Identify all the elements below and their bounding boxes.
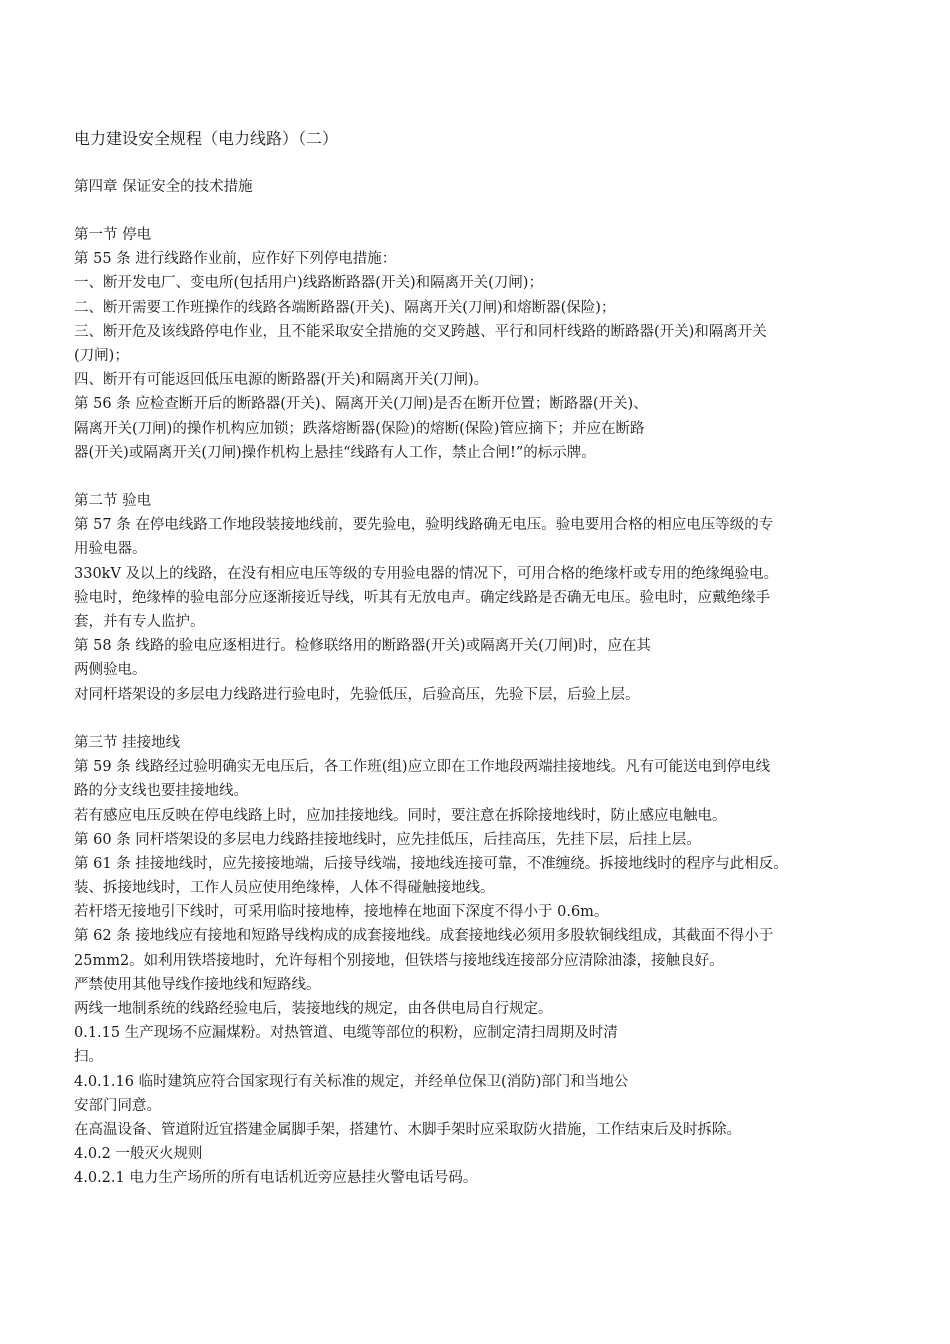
- section-heading: 第一节 停电: [74, 227, 152, 243]
- section-heading: 第二节 验电: [74, 493, 152, 510]
- paragraph-line: 一、断开发电厂、变电所(包括用户)线路断路器(开关)和隔离开关(刀闸)；: [74, 275, 543, 292]
- paragraph-line: 两线一地制系统的线路经验电后，装接地线的规定，由各供电局自行规定。: [74, 1001, 553, 1017]
- paragraph-line: 二、断开需要工作班操作的线路各端断路器(开关)、隔离开关(刀闸)和熔断器(保险)；: [74, 299, 616, 316]
- paragraph-line: 验电时，绝缘棒的验电部分应逐渐接近导线，听其有无放电声。确定线路是否确无电压。验电时，应戴绝缘手: [74, 589, 770, 606]
- paragraph-line: 扫。: [74, 1049, 103, 1066]
- paragraph-line: (刀闸)；: [74, 347, 129, 364]
- paragraph-line: 用验电器。: [74, 541, 147, 558]
- paragraph-line: 330kV 及以上的线路，在没有相应电压等级的专用验电器的情况下，可用合格的绝缘杆或专用的绝缘绳验电。: [74, 565, 779, 582]
- document-body: [74, 223, 894, 1191]
- paragraph-line: 若杆塔无接地引下线时，可采用临时接地棒，接地棒在地面下深度不得小于 0.6m。: [74, 904, 609, 921]
- paragraph-line: 对同杆塔架设的多层电力线路进行验电时，先验低压，后验高压，先验下层，后验上层。: [74, 686, 640, 703]
- paragraph-line: 第 57 条 在停电线路工作地段装接地线前，要先验电，验明线路确无电压。验电要用合格的相应电压等级的专: [74, 517, 774, 534]
- paragraph-line: 第 55 条 进行线路作业前，应作好下列停电措施：: [74, 251, 397, 268]
- paragraph-line: 25mm2。如利用铁塔接地时，允许每相个别接地，但铁塔与接地线连接部分应清除油漆，接触良好。: [74, 952, 724, 969]
- paragraph-line: 路的分支线也要挂接地线。: [74, 783, 248, 800]
- paragraph-line: 第 58 条 线路的验电应逐相进行。检修联络用的断路器(开关)或隔离开关(刀闸)时，应在其: [74, 638, 651, 655]
- paragraph-line: 第 60 条 同杆塔架设的多层电力线路挂接地线时，应先挂低压，后挂高压，先挂下层，后挂上层。: [74, 831, 701, 848]
- paragraph-line: 三、断开危及该线路停电作业，且不能采取安全措施的交叉跨越、平行和同杆线路的断路器(开关)和隔离开关: [74, 323, 767, 340]
- paragraph-line: 套，并有专人监护。: [74, 614, 205, 630]
- paragraph-line: 4.0.2 一般灭火规则: [74, 1146, 203, 1163]
- document-title: 电力建设安全规程（电力线路）（二）: [74, 129, 339, 148]
- paragraph-line: 四、断开有可能返回低压电源的断路器(开关)和隔离开关(刀闸)。: [74, 372, 489, 389]
- section-gap: [74, 707, 894, 731]
- paragraph-line: 4.0.2.1 电力生产场所的所有电话机近旁应悬挂火警电话号码。: [74, 1170, 478, 1187]
- paragraph-line: 在高温设备、管道附近宜搭建金属脚手架，搭建竹、木脚手架时应采取防火措施，工作结束后及时拆除。: [74, 1121, 741, 1138]
- section-gap: [74, 465, 894, 489]
- paragraph-line: 安部门同意。: [74, 1097, 161, 1114]
- paragraph-line: 第 56 条 应检查断开后的断路器(开关)、隔离开关(刀闸)是否在断开位置；断路器(开关)、: [74, 396, 648, 413]
- paragraph-line: 装、拆接地线时，工作人员应使用绝缘棒，人体不得碰触接地线。: [74, 880, 495, 897]
- paragraph-line: 若有感应电压反映在停电线路上时，应加挂接地线。同时，要注意在拆除接地线时，防止感应电触电。: [74, 807, 727, 824]
- paragraph-line: 器(开关)或隔离开关(刀闸)操作机构上悬挂“线路有人工作，禁止合闸!”的标示牌。: [74, 444, 596, 461]
- paragraph-line: 4.0.1.16 临时建筑应符合国家现行有关标准的规定，并经单位保卫(消防)部门和当地公: [74, 1073, 629, 1090]
- paragraph-line: 第 62 条 接地线应有接地和短路导线构成的成套接地线。成套接地线必须用多股软铜线组成，其截面不得小于: [74, 928, 774, 945]
- paragraph-line: 第 59 条 线路经过验明确实无电压后，各工作班(组)应立即在工作地段两端挂接地线。凡有可能送电到停电线: [74, 759, 771, 776]
- paragraph-line: 严禁使用其他导线作接地线和短路线。: [74, 976, 321, 993]
- paragraph-line: 两侧验电。: [74, 662, 147, 679]
- section-heading: 第三节 挂接地线: [74, 734, 181, 751]
- paragraph-line: 第 61 条 挂接地线时，应先接接地端，后接导线端，接地线连接可靠，不准缠绕。拆接地线时的程序与此相反。: [74, 855, 788, 872]
- paragraph-line: 0.1.15 生产现场不应漏煤粉。对热管道、电缆等部位的积粉，应制定清扫周期及时清: [74, 1025, 618, 1042]
- chapter-heading: 第四章 保证安全的技术措施: [74, 179, 253, 195]
- paragraph-line: 隔离开关(刀闸)的操作机构应加锁；跌落熔断器(保险)的熔断(保险)管应摘下；并应在断路: [74, 420, 645, 437]
